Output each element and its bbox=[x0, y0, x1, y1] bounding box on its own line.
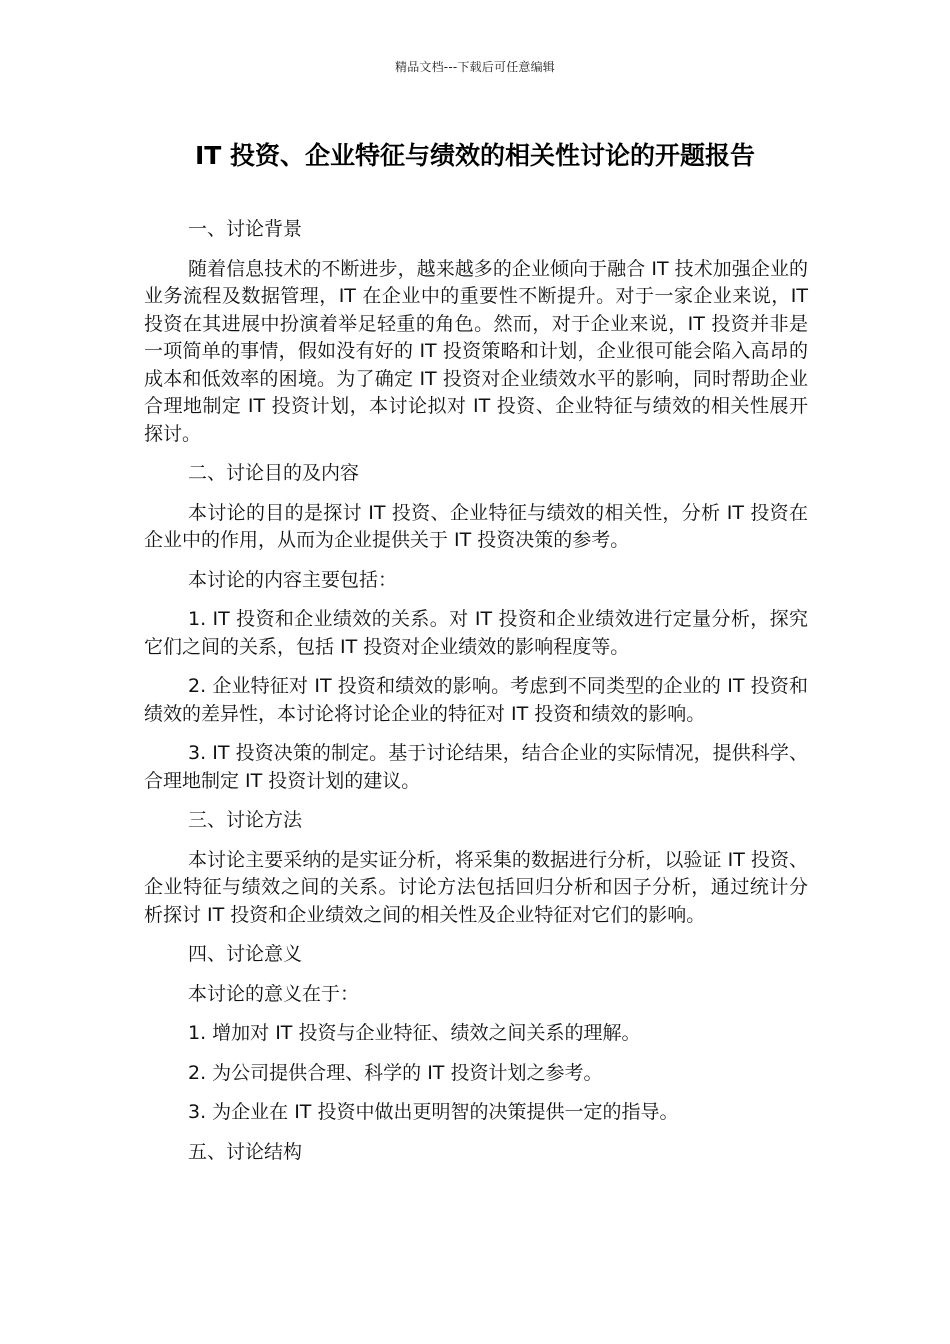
section-heading-purpose: 二、讨论目的及内容 bbox=[188, 462, 360, 484]
list-item-significance-1: 1. 增加对 IT 投资与企业特征、绩效之间关系的理解。 bbox=[188, 1022, 641, 1044]
paragraph-method: 本讨论主要采纳的是实证分析，将采集的数据进行分析，以验证 IT 投资、企业特征与绩效之间的关系。讨论方法包括回归分析和因子分析，通过统计分析探讨 IT 投资和企业绩效之间的相关性及企业特征对它们的影响。 bbox=[144, 848, 808, 926]
list-item-content-2: 2. 企业特征对 IT 投资和绩效的影响。考虑到不同类型的企业的 IT 投资和绩效的差异性，本讨论将讨论企业的特征对 IT 投资和绩效的影响。 bbox=[144, 675, 808, 725]
section-heading-significance: 四、讨论意义 bbox=[188, 943, 303, 965]
paragraph-content-intro: 本讨论的内容主要包括： bbox=[188, 568, 398, 591]
list-item-significance-3: 3. 为企业在 IT 投资中做出更明智的决策提供一定的指导。 bbox=[188, 1101, 679, 1123]
list-item-significance-2: 2. 为公司提供合理、科学的 IT 投资计划之参考。 bbox=[188, 1061, 603, 1084]
paragraph-background: 随着信息技术的不断进步，越来越多的企业倾向于融合 IT 技术加强企业的业务流程及数据管理，IT 在企业中的重要性不断提升。对于一家企业来说，IT 投资在其进展中扮演着举足轻重的角色。然而，对于企业来说，IT 投资并非是一项简单的事情，假如没有好的 IT 投资策略和计划，企业很可能会陷入高昂的成本和低效率的困境。为了确定 IT 投资对企业绩效水平的影响，同时帮助企业合理地制定 IT 投资计划，本讨论拟对 IT 投资、企业特征与绩效的相关性展开探讨。 bbox=[144, 257, 808, 445]
list-item-content-3: 3. IT 投资决策的制定。基于讨论结果，结合企业的实际情况，提供科学、合理地制定 IT 投资计划的建议。 bbox=[144, 742, 808, 792]
section-heading-structure: 五、讨论结构 bbox=[188, 1140, 303, 1163]
section-heading-background: 一、讨论背景 bbox=[188, 218, 303, 240]
header-watermark: 精品文档---下载后可任意编辑 bbox=[395, 60, 555, 74]
paragraph-significance-intro: 本讨论的意义在于： bbox=[188, 982, 360, 1005]
paragraph-purpose: 本讨论的目的是探讨 IT 投资、企业特征与绩效的相关性，分析 IT 投资在企业中的作用，从而为企业提供关于 IT 投资决策的参考。 bbox=[144, 501, 808, 551]
section-heading-method: 三、讨论方法 bbox=[188, 809, 303, 831]
document-body bbox=[144, 216, 808, 1178]
document-title: IT 投资、企业特征与绩效的相关性讨论的开题报告 bbox=[194, 141, 756, 170]
list-item-content-1: 1. IT 投资和企业绩效的关系。对 IT 投资和企业绩效进行定量分析，探究它们之间的关系，包括 IT 投资对企业绩效的影响程度等。 bbox=[144, 608, 808, 658]
